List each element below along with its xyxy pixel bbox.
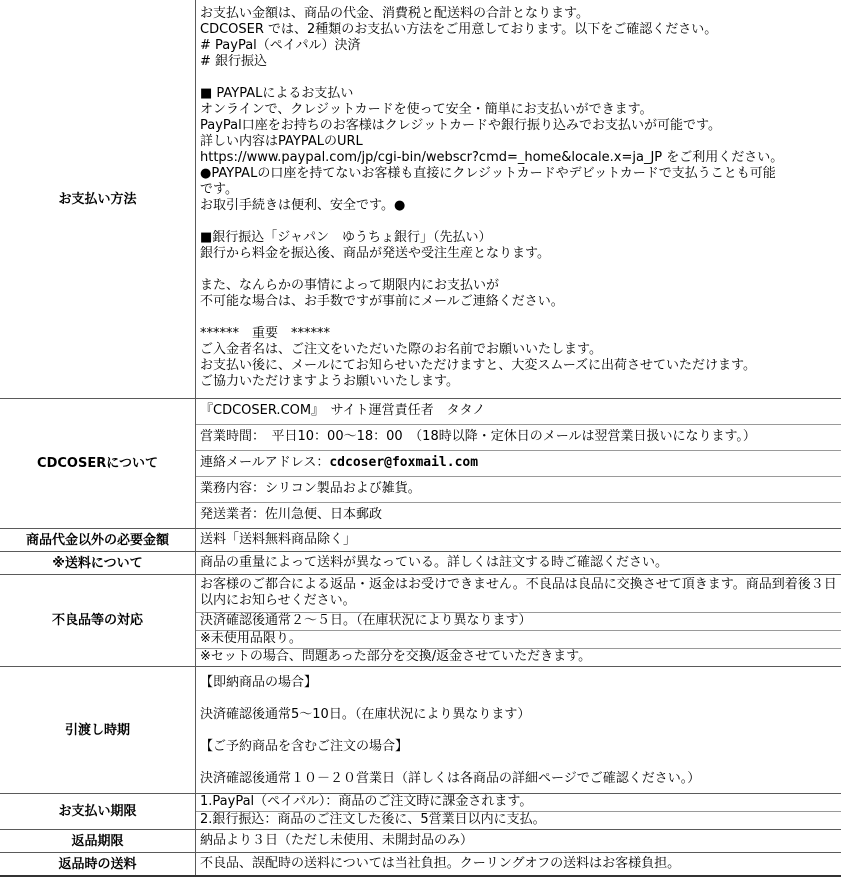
delivery-time-content <box>196 667 841 793</box>
about-cdcoser-content <box>196 399 841 528</box>
site-operator-line: 『CDCOSER.COM』 サイト運営責任者 タタノ <box>196 399 841 425</box>
defective-unused-only-line: ※未使用品限り。 <box>196 631 841 649</box>
text-line: お支払い金額は、商品の代金、消費税と配送料の合計となります。 <box>200 6 589 21</box>
return-shipping-text: 不良品、誤配時の送料については当社負担。クーリングオフの送料はお客様負担。 <box>200 856 681 871</box>
paypal-deadline-line: 1.PayPal（ペイパル）：商品のご注文時に課金されます。 <box>196 794 841 812</box>
row-shipping-fee <box>0 551 841 574</box>
payment-method-content <box>196 0 841 398</box>
paypal-url-text: https://www.paypal.com/jp/cgi-bin/webscr?cmd=_home&locale.x=ja_JP をご利用ください。 <box>200 150 784 165</box>
return-deadline-content <box>196 830 841 852</box>
extra-fees-header: 商品代金以外の必要金額 <box>0 529 196 551</box>
row-return-deadline <box>0 829 841 852</box>
text-line: お取引手続きは便利、安全です。● <box>200 198 406 213</box>
business-hours-line: 営業時間： 平日10：00～18：00 （18時以降・定休日のメールは翌営業日扱いになります。） <box>196 425 841 451</box>
row-about-cdcoser <box>0 398 841 528</box>
shipping-carrier-line: 発送業者：佐川急便、日本郵政 <box>200 507 383 522</box>
defective-policy-line: お客様のご都合による返品・返金はお受けできません。不良品は良品に交換させて頂きます。商品到着後３日以内にお知らせください。 <box>196 575 841 613</box>
blank-line <box>200 723 837 739</box>
extra-fees-content <box>196 529 841 551</box>
row-return-shipping <box>0 852 841 875</box>
bank-transfer-deadline-line: 2.銀行振込：商品のご注文した後に、5営業日以内に支払。 <box>200 812 546 827</box>
shipping-fee-content <box>196 552 841 574</box>
row-payment-deadline <box>0 793 841 829</box>
defective-items-content <box>196 575 841 666</box>
text-line: ご入金者名は、ご注文をいただいた際のお名前でお願いいたします。 <box>200 342 602 357</box>
text-line: CDCOSER では、2種類のお支払い方法をご用意しております。以下をご確認ください。 <box>200 22 718 37</box>
text-line: お支払い後に、メールにてお知らせいただけますと、大変スムーズに出荷させていただけます。 <box>200 358 757 373</box>
payment-deadline-header: お支払い期限 <box>0 794 196 829</box>
row-extra-fees <box>0 528 841 551</box>
row-defective-items <box>0 574 841 666</box>
text-line: ●PAYPALの口座を持てないお客様も直接にクレジットカードやデビットカードで支払うことも可能 <box>200 166 776 181</box>
important-notice-line: ****** 重要 ****** <box>200 326 331 341</box>
text-line: 決済確認後通常5～10日。（在庫状況により異なります） <box>200 707 531 722</box>
business-description-line: 業務内容：シリコン製品および雑貨。 <box>196 477 841 503</box>
text-line: ■ PAYPALによるお支払い <box>200 86 354 101</box>
text-line: 詳しい内容はPAYPALのURL <box>200 134 363 149</box>
text-line: 銀行から料金を振込後、商品が発送や受注生産となります。 <box>200 246 550 261</box>
return-shipping-header: 返品時の送料 <box>0 853 196 875</box>
text-line: 【ご予約商品を含むご注文の場合】 <box>200 739 409 754</box>
shipping-fee-text: 商品の重量によって送料が異なっている。詳しくは註文する時ご確認ください。 <box>200 555 669 570</box>
blank-line <box>200 70 837 86</box>
defective-exchange-time-line: 決済確認後通常２～５日。（在庫状況により異なります） <box>196 613 841 631</box>
contact-row <box>196 451 841 477</box>
row-payment-method <box>0 0 841 398</box>
return-deadline-text: 納品より３日（ただし未使用、未開封品のみ） <box>200 833 474 848</box>
return-deadline-header: 返品期限 <box>0 830 196 852</box>
contact-label: 連絡メールアドレス： <box>200 455 330 470</box>
shipping-fee-header: ※送料について <box>0 552 196 574</box>
text-line: 決済確認後通常１０－２０営業日（詳しくは各商品の詳細ページでご確認ください。） <box>200 771 701 786</box>
return-shipping-content <box>196 853 841 875</box>
delivery-time-header: 引渡し時期 <box>0 667 196 793</box>
extra-fees-text: 送料「送料無料商品除く」 <box>200 532 357 547</box>
blank-line <box>200 262 837 278</box>
text-line: # PayPal（ペイパル）決済 <box>200 38 361 53</box>
blank-line <box>200 310 837 326</box>
blank-line <box>200 755 837 771</box>
blank-line <box>200 691 837 707</box>
text-line: 不可能な場合は、お手数ですが事前にメールご連絡ください。 <box>200 294 564 309</box>
text-line: PayPal口座をお持ちのお客様はクレジットカードや銀行振り込みでお支払いが可能です。 <box>200 118 721 133</box>
contact-email: cdcoser@foxmail.com <box>329 455 479 470</box>
defective-items-header: 不良品等の対応 <box>0 575 196 666</box>
defective-set-policy-line: ※セットの場合、問題あった部分を交換/返金させていただきます。 <box>200 649 592 664</box>
text-line: です。 <box>200 182 238 197</box>
about-cdcoser-header: CDCOSERについて <box>0 399 196 528</box>
text-line: また、なんらかの事情によって期限内にお支払いが <box>200 278 500 293</box>
text-line: ご協力いただけますようお願いいたします。 <box>200 374 459 389</box>
blank-line <box>200 214 837 230</box>
payment-method-header: お支払い方法 <box>0 0 196 398</box>
text-line: # 銀行振込 <box>200 54 268 69</box>
text-line: 【即納商品の場合】 <box>200 675 318 690</box>
text-line: ■銀行振込「ジャパン ゆうちょ銀行」（先払い） <box>200 230 492 245</box>
payment-deadline-content <box>196 794 841 829</box>
text-line: オンラインで、クレジットカードを使って安全・簡単にお支払いができます。 <box>200 102 653 117</box>
row-delivery-time <box>0 666 841 793</box>
